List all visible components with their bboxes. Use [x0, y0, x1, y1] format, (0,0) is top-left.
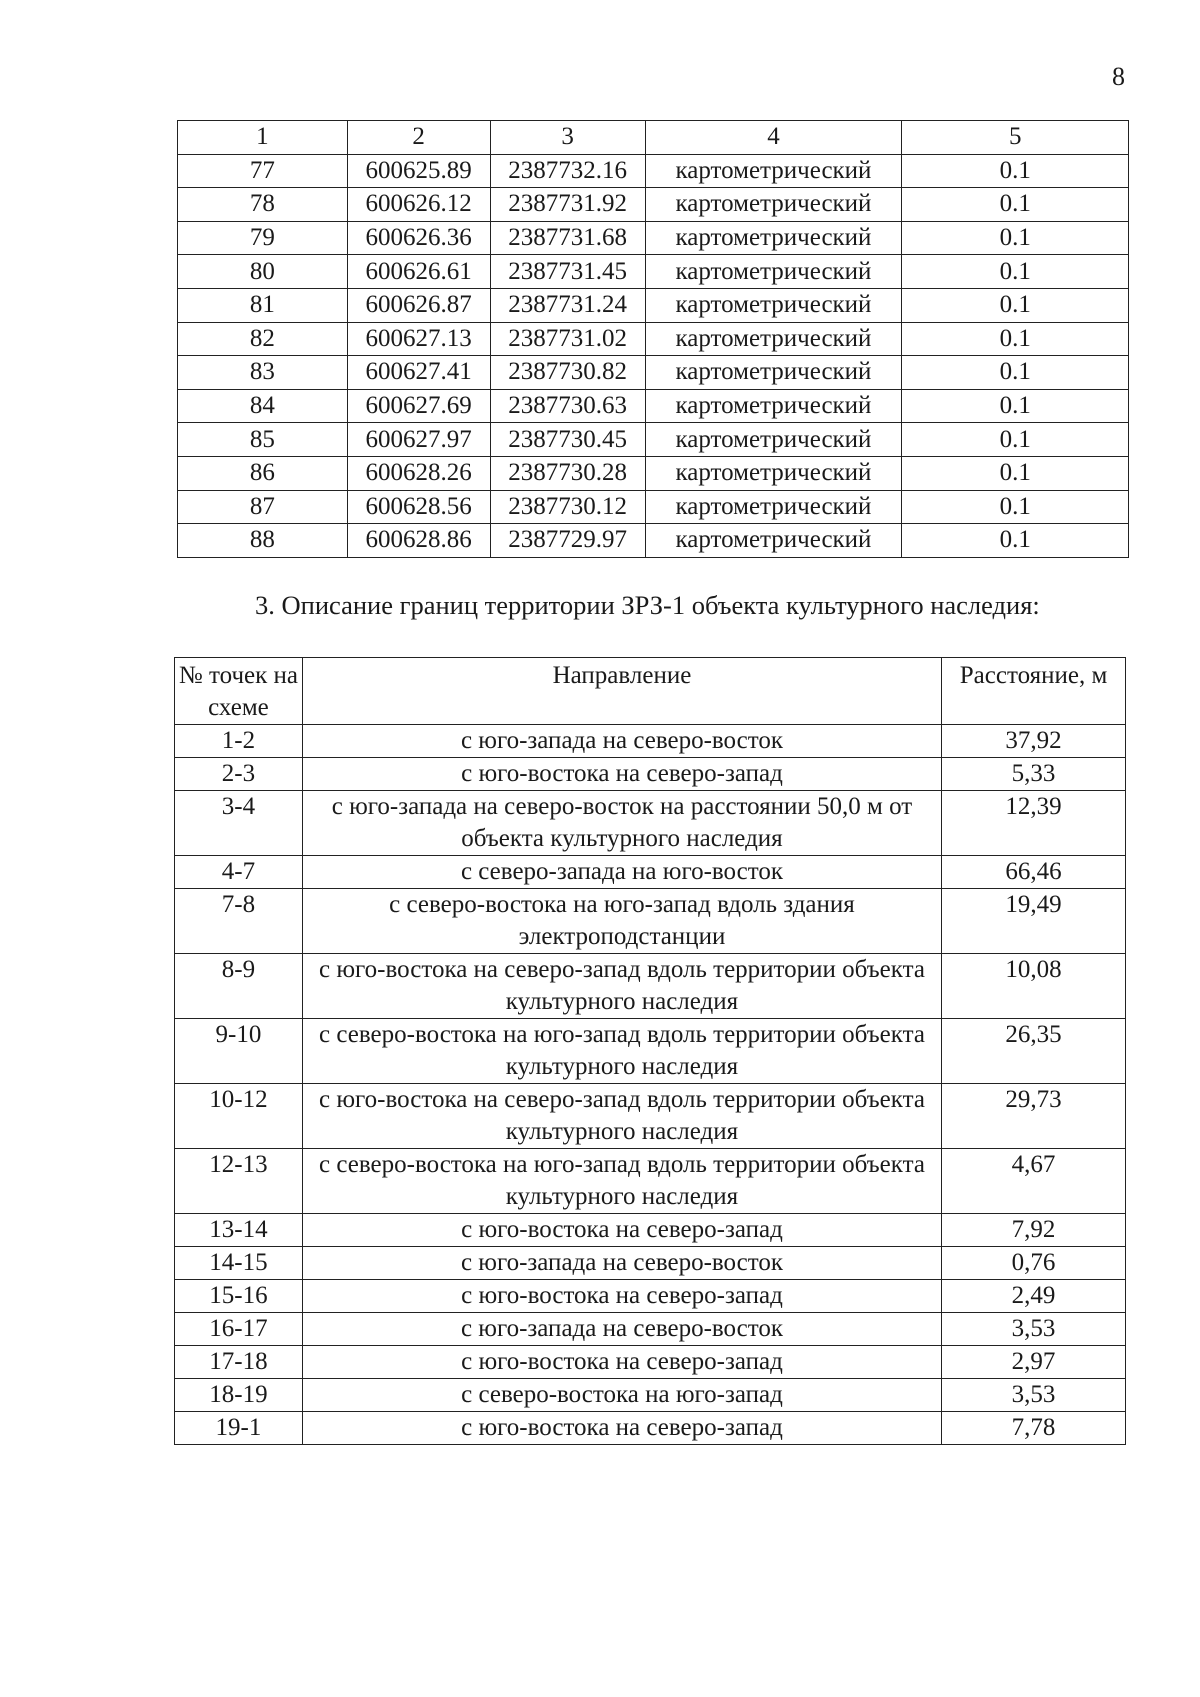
x-coordinate-cell: 600625.89 [347, 154, 490, 188]
y-coordinate-cell: 2387731.92 [490, 188, 645, 222]
points-cell: 18-19 [175, 1379, 303, 1412]
accuracy-cell: 0.1 [902, 288, 1129, 322]
points-cell: 1-2 [175, 725, 303, 758]
method-cell: картометрический [645, 188, 902, 222]
x-coordinate-cell: 600626.36 [347, 221, 490, 255]
method-cell: картометрический [645, 255, 902, 289]
direction-cell: с юго-востока на северо-запад вдоль территории объекта культурного наследия [302, 954, 941, 1019]
method-cell: картометрический [645, 221, 902, 255]
method-cell: картометрический [645, 288, 902, 322]
table-row [178, 423, 1129, 457]
method-cell: картометрический [645, 389, 902, 423]
y-coordinate-cell: 2387731.68 [490, 221, 645, 255]
accuracy-cell: 0.1 [902, 389, 1129, 423]
x-coordinate-cell: 600626.12 [347, 188, 490, 222]
points-cell: 16-17 [175, 1313, 303, 1346]
distance-cell: 66,46 [942, 856, 1126, 889]
direction-cell: с юго-востока на северо-запад [302, 1412, 941, 1445]
distance-cell: 12,39 [942, 791, 1126, 856]
table-row [178, 490, 1129, 524]
page-number: 8 [1112, 62, 1125, 91]
y-coordinate-cell: 2387730.12 [490, 490, 645, 524]
points-cell: 19-1 [175, 1412, 303, 1445]
direction-cell: с юго-востока на северо-запад вдоль территории объекта культурного наследия [302, 1084, 941, 1149]
points-cell: 9-10 [175, 1019, 303, 1084]
points-cell: 15-16 [175, 1280, 303, 1313]
distance-cell: 19,49 [942, 889, 1126, 954]
points-cell: 7-8 [175, 889, 303, 954]
point-number-cell: 78 [178, 188, 348, 222]
column-header: 3 [490, 121, 645, 155]
direction-cell: с юго-востока на северо-запад [302, 758, 941, 791]
table-header-row [178, 121, 1129, 155]
point-number-cell: 85 [178, 423, 348, 457]
y-coordinate-cell: 2387730.63 [490, 389, 645, 423]
column-header: 5 [902, 121, 1129, 155]
x-coordinate-cell: 600628.56 [347, 490, 490, 524]
accuracy-cell: 0.1 [902, 322, 1129, 356]
table-row [175, 889, 1126, 954]
point-number-cell: 81 [178, 288, 348, 322]
direction-cell: с юго-востока на северо-запад [302, 1346, 941, 1379]
distance-cell: 0,76 [942, 1247, 1126, 1280]
point-number-cell: 84 [178, 389, 348, 423]
point-number-cell: 77 [178, 154, 348, 188]
accuracy-cell: 0.1 [902, 255, 1129, 289]
points-cell: 10-12 [175, 1084, 303, 1149]
x-coordinate-cell: 600628.26 [347, 456, 490, 490]
table-row [175, 1247, 1126, 1280]
direction-cell: с северо-востока на юго-запад вдоль территории объекта культурного наследия [302, 1149, 941, 1214]
distance-cell: 3,53 [942, 1313, 1126, 1346]
direction-cell: с юго-запада на северо-восток на расстоянии 50,0 м от объекта культурного наследия [302, 791, 941, 856]
table-row [178, 322, 1129, 356]
table-row [175, 1214, 1126, 1247]
point-number-cell: 79 [178, 221, 348, 255]
table-row [175, 1379, 1126, 1412]
y-coordinate-cell: 2387731.24 [490, 288, 645, 322]
point-number-cell: 88 [178, 524, 348, 558]
distance-cell: 4,67 [942, 1149, 1126, 1214]
table-row [175, 1412, 1126, 1445]
y-coordinate-cell: 2387730.45 [490, 423, 645, 457]
points-cell: 8-9 [175, 954, 303, 1019]
direction-column-header: Направление [302, 658, 941, 725]
direction-cell: с юго-запада на северо-восток [302, 1247, 941, 1280]
table-row [178, 288, 1129, 322]
distance-cell: 29,73 [942, 1084, 1126, 1149]
points-cell: 14-15 [175, 1247, 303, 1280]
column-header: 1 [178, 121, 348, 155]
point-number-cell: 80 [178, 255, 348, 289]
accuracy-cell: 0.1 [902, 456, 1129, 490]
method-cell: картометрический [645, 356, 902, 390]
distance-cell: 5,33 [942, 758, 1126, 791]
accuracy-cell: 0.1 [902, 490, 1129, 524]
distance-cell: 7,92 [942, 1214, 1126, 1247]
distance-cell: 3,53 [942, 1379, 1126, 1412]
method-cell: картометрический [645, 490, 902, 524]
table-row [175, 725, 1126, 758]
accuracy-cell: 0.1 [902, 423, 1129, 457]
method-cell: картометрический [645, 423, 902, 457]
y-coordinate-cell: 2387731.45 [490, 255, 645, 289]
direction-cell: с юго-востока на северо-запад [302, 1214, 941, 1247]
table-row [175, 1084, 1126, 1149]
section-title: 3. Описание границ территории ЗРЗ-1 объекта культурного наследия: [255, 590, 1040, 620]
table-row [175, 1149, 1126, 1214]
distance-cell: 10,08 [942, 954, 1126, 1019]
table-row [175, 1346, 1126, 1379]
accuracy-cell: 0.1 [902, 221, 1129, 255]
table-row [175, 856, 1126, 889]
direction-cell: с северо-востока на юго-запад вдоль территории объекта культурного наследия [302, 1019, 941, 1084]
point-number-cell: 87 [178, 490, 348, 524]
column-header: 4 [645, 121, 902, 155]
direction-cell: с северо-запада на юго-восток [302, 856, 941, 889]
table-row [178, 255, 1129, 289]
y-coordinate-cell: 2387730.28 [490, 456, 645, 490]
table-row [178, 524, 1129, 558]
direction-cell: с юго-востока на северо-запад [302, 1280, 941, 1313]
points-cell: 2-3 [175, 758, 303, 791]
table-row [175, 1313, 1126, 1346]
method-cell: картометрический [645, 322, 902, 356]
y-coordinate-cell: 2387732.16 [490, 154, 645, 188]
point-number-cell: 83 [178, 356, 348, 390]
x-coordinate-cell: 600626.61 [347, 255, 490, 289]
direction-cell: с юго-запада на северо-восток [302, 1313, 941, 1346]
table-row [178, 221, 1129, 255]
table-row [175, 758, 1126, 791]
boundary-table [174, 657, 1126, 1445]
table-row [178, 389, 1129, 423]
method-cell: картометрический [645, 154, 902, 188]
y-coordinate-cell: 2387729.97 [490, 524, 645, 558]
distance-cell: 2,97 [942, 1346, 1126, 1379]
method-cell: картометрический [645, 456, 902, 490]
table-row [175, 954, 1126, 1019]
distance-cell: 7,78 [942, 1412, 1126, 1445]
table-header-row [175, 658, 1126, 725]
direction-cell: с северо-востока на юго-запад вдоль здания электроподстанции [302, 889, 941, 954]
accuracy-cell: 0.1 [902, 524, 1129, 558]
table-row [178, 154, 1129, 188]
points-cell: 17-18 [175, 1346, 303, 1379]
direction-cell: с северо-востока на юго-запад [302, 1379, 941, 1412]
x-coordinate-cell: 600627.13 [347, 322, 490, 356]
accuracy-cell: 0.1 [902, 188, 1129, 222]
table-row [178, 356, 1129, 390]
distance-cell: 2,49 [942, 1280, 1126, 1313]
x-coordinate-cell: 600626.87 [347, 288, 490, 322]
method-cell: картометрический [645, 524, 902, 558]
x-coordinate-cell: 600627.69 [347, 389, 490, 423]
column-header: 2 [347, 121, 490, 155]
points-column-header: № точек на схеме [175, 658, 303, 725]
accuracy-cell: 0.1 [902, 356, 1129, 390]
points-cell: 3-4 [175, 791, 303, 856]
table-row [178, 188, 1129, 222]
table-row [175, 1280, 1126, 1313]
coordinates-table [177, 120, 1129, 558]
direction-cell: с юго-запада на северо-восток [302, 725, 941, 758]
x-coordinate-cell: 600627.97 [347, 423, 490, 457]
distance-cell: 26,35 [942, 1019, 1126, 1084]
point-number-cell: 86 [178, 456, 348, 490]
table-row [175, 791, 1126, 856]
table-row [178, 456, 1129, 490]
distance-cell: 37,92 [942, 725, 1126, 758]
accuracy-cell: 0.1 [902, 154, 1129, 188]
points-cell: 12-13 [175, 1149, 303, 1214]
point-number-cell: 82 [178, 322, 348, 356]
x-coordinate-cell: 600627.41 [347, 356, 490, 390]
y-coordinate-cell: 2387731.02 [490, 322, 645, 356]
table-row [175, 1019, 1126, 1084]
y-coordinate-cell: 2387730.82 [490, 356, 645, 390]
points-cell: 4-7 [175, 856, 303, 889]
distance-column-header: Расстояние, м [942, 658, 1126, 725]
x-coordinate-cell: 600628.86 [347, 524, 490, 558]
points-cell: 13-14 [175, 1214, 303, 1247]
